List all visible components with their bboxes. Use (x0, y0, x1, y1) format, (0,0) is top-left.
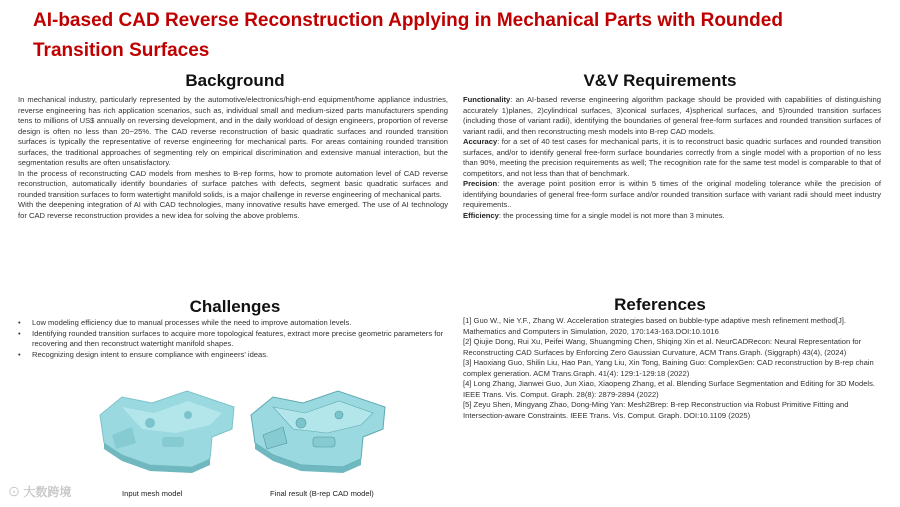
reference-item: [1] Guo W., Nie Y.F., Zhang W. Acceleration strategies based on bubble-type adaptive mesh refinement method[J]. Mathematics and Computers in Simulation, 2020, 170:143-163.DOI:10.1016 (463, 316, 846, 336)
input-mesh-image (92, 385, 242, 473)
caption-final-result: Final result (B-rep CAD model) (270, 489, 374, 498)
vv-heading: V&V Requirements (583, 71, 737, 90)
watermark-icon: ⊙ (8, 485, 21, 499)
background-paragraph-3: With the deepening integration of AI with CAD technologies, many innovative results have emerged. The use of AI technology for CAD reverse reconstruction provides a new idea for solving the above problems. (18, 200, 448, 220)
watermark-text: 大数跨境 (23, 485, 72, 499)
precision-text: : the average point position error is within 5 times of the original modeling tolerance while the precision of identifying boundaries of general free-form surface and/or rounded transition surface with variant radii should meet industry requirements.. (463, 179, 881, 209)
references-heading: References (614, 295, 706, 314)
vv-accuracy (463, 137, 881, 179)
background-heading: Background (185, 71, 285, 90)
challenge-item: • Recognizing design intent to ensure compliance with engineers' ideas. (18, 350, 448, 361)
vv-efficiency (463, 211, 881, 222)
final-brep-image (243, 385, 393, 473)
challenge-item: • Low modeling efficiency due to manual processes while the need to improve automation levels. (18, 318, 448, 329)
reference-item: [2] Qiujie Dong, Rui Xu, Peifei Wang, Shuangming Chen, Shiqing Xin et al. NeurCADRecon: Neural Representation for Reconstructing CAD Surfaces by Enforcing Zero Gaussian Curvature, ACM Trans.Graph. (Siggraph) 43(4), (2024) (463, 337, 862, 357)
poster-title: AI-based CAD Reverse Reconstruction Applying in Mechanical Parts with Rounded Transition Surfaces (33, 10, 783, 61)
vv-section (463, 95, 881, 221)
references-list (463, 316, 881, 421)
caption-input-mesh: Input mesh model (122, 489, 183, 498)
challenge-item: • Identifying rounded transition surfaces to acquire more topological features, extract more precise geometric parameters for recovering and then reconstruct watertight manifold shapes. (18, 329, 448, 350)
efficiency-label: Efficiency (463, 210, 499, 220)
functionality-text: : an AI-based reverse engineering algorithm package should be provided with capabilities of distinguishing accurately 1)planes, 2)cylindrical surfaces, 3)conical surfaces, 4)spherical surfaces, and 5)rounded transition surfaces (including those of variant radii), identifying the boundaries of general free-form surfaces and rounded transition surfaces of variant radii, and then reconstructing mesh models into B-rep CAD models. (463, 95, 881, 136)
vv-functionality (463, 95, 881, 137)
challenges-heading: Challenges (189, 297, 281, 316)
background-paragraph-1: In mechanical industry, particularly represented by the automotive/electronics/high-end equipment/home appliance industries, reverse engineering has rich application scenarios, such as, individual small and medium-sized parts manufacturers spending tens to millions of US$ annually on reversing development, and in the daily workload of design engineers, proportion of reverse design is often no less than 20~25%. The CAD reverse reconstruction of basic quadratic surfaces and rounded transition surfaces is typically the representative of reverse engineering for mechanical parts. For areas containing rounded transition surfaces, the traditional approaches of segmenting rely on empirical discrimination and extensive manual interaction, but the segmentation results are often unsatisfactory. (18, 95, 448, 167)
challenges-list (18, 318, 448, 360)
watermark-logo (8, 483, 71, 500)
background-paragraph-2: In the process of reconstructing CAD models from meshes to B-rep forms, how to promote automation level of CAD reverse reconstruction, automatically identify boundaries of surface patches with defects, segment basic quadratic surfaces and rounded transition surfaces to form watertight manifold solids, is a major challenge in reverse engineering of mechanical parts. (18, 168, 448, 199)
accuracy-text: : for a set of 40 test cases for mechanical parts, it is to reconstruct basic quadric surfaces and rounded transition surfaces, and/or to identify general free-form surface boundaries correctly from a single model with a proportion of no less than 90%, meeting the precision requirements as well; The recognition rate for the same test model is comparable to that of competitors, and not less than that of benchmark. (463, 137, 881, 178)
efficiency-text: : the processing time for a single model is not more than 3 minutes. (498, 210, 725, 220)
background-section (18, 95, 448, 221)
reference-item: [5] Zeyu Shen, Mingyang Zhao, Dong-Ming Yan: Mesh2Brep: B-rep Reconstruction via Robust Primitive Fitting and Intersection-aware Constraints. IEEE Trans. Vis. Comput. Graph. DOI:10.1109 (2025) (463, 400, 849, 420)
reference-item: [3] Haoxiang Guo, Shilin Liu, Hao Pan, Yang Liu, Xin Tong, Baining Guo: ComplexGen: CAD reconstruction by B-rep chain complex generation. ACM Trans.Graph. 41(4): 129:1-129:18 (2022) (463, 358, 874, 378)
reference-item: [4] Long Zhang, Jianwei Guo, Jun Xiao, Xiaopeng Zhang, et al. Blending Surface Segmentation and Editing for 3D Models. IEEE Trans. Vis. Comput. Graph. 28(8): 2879-2894 (2022) (463, 379, 876, 399)
vv-precision (463, 179, 881, 211)
accuracy-label: Accuracy (463, 137, 498, 146)
functionality-label: Functionality (463, 95, 511, 104)
precision-label: Precision (463, 179, 498, 188)
